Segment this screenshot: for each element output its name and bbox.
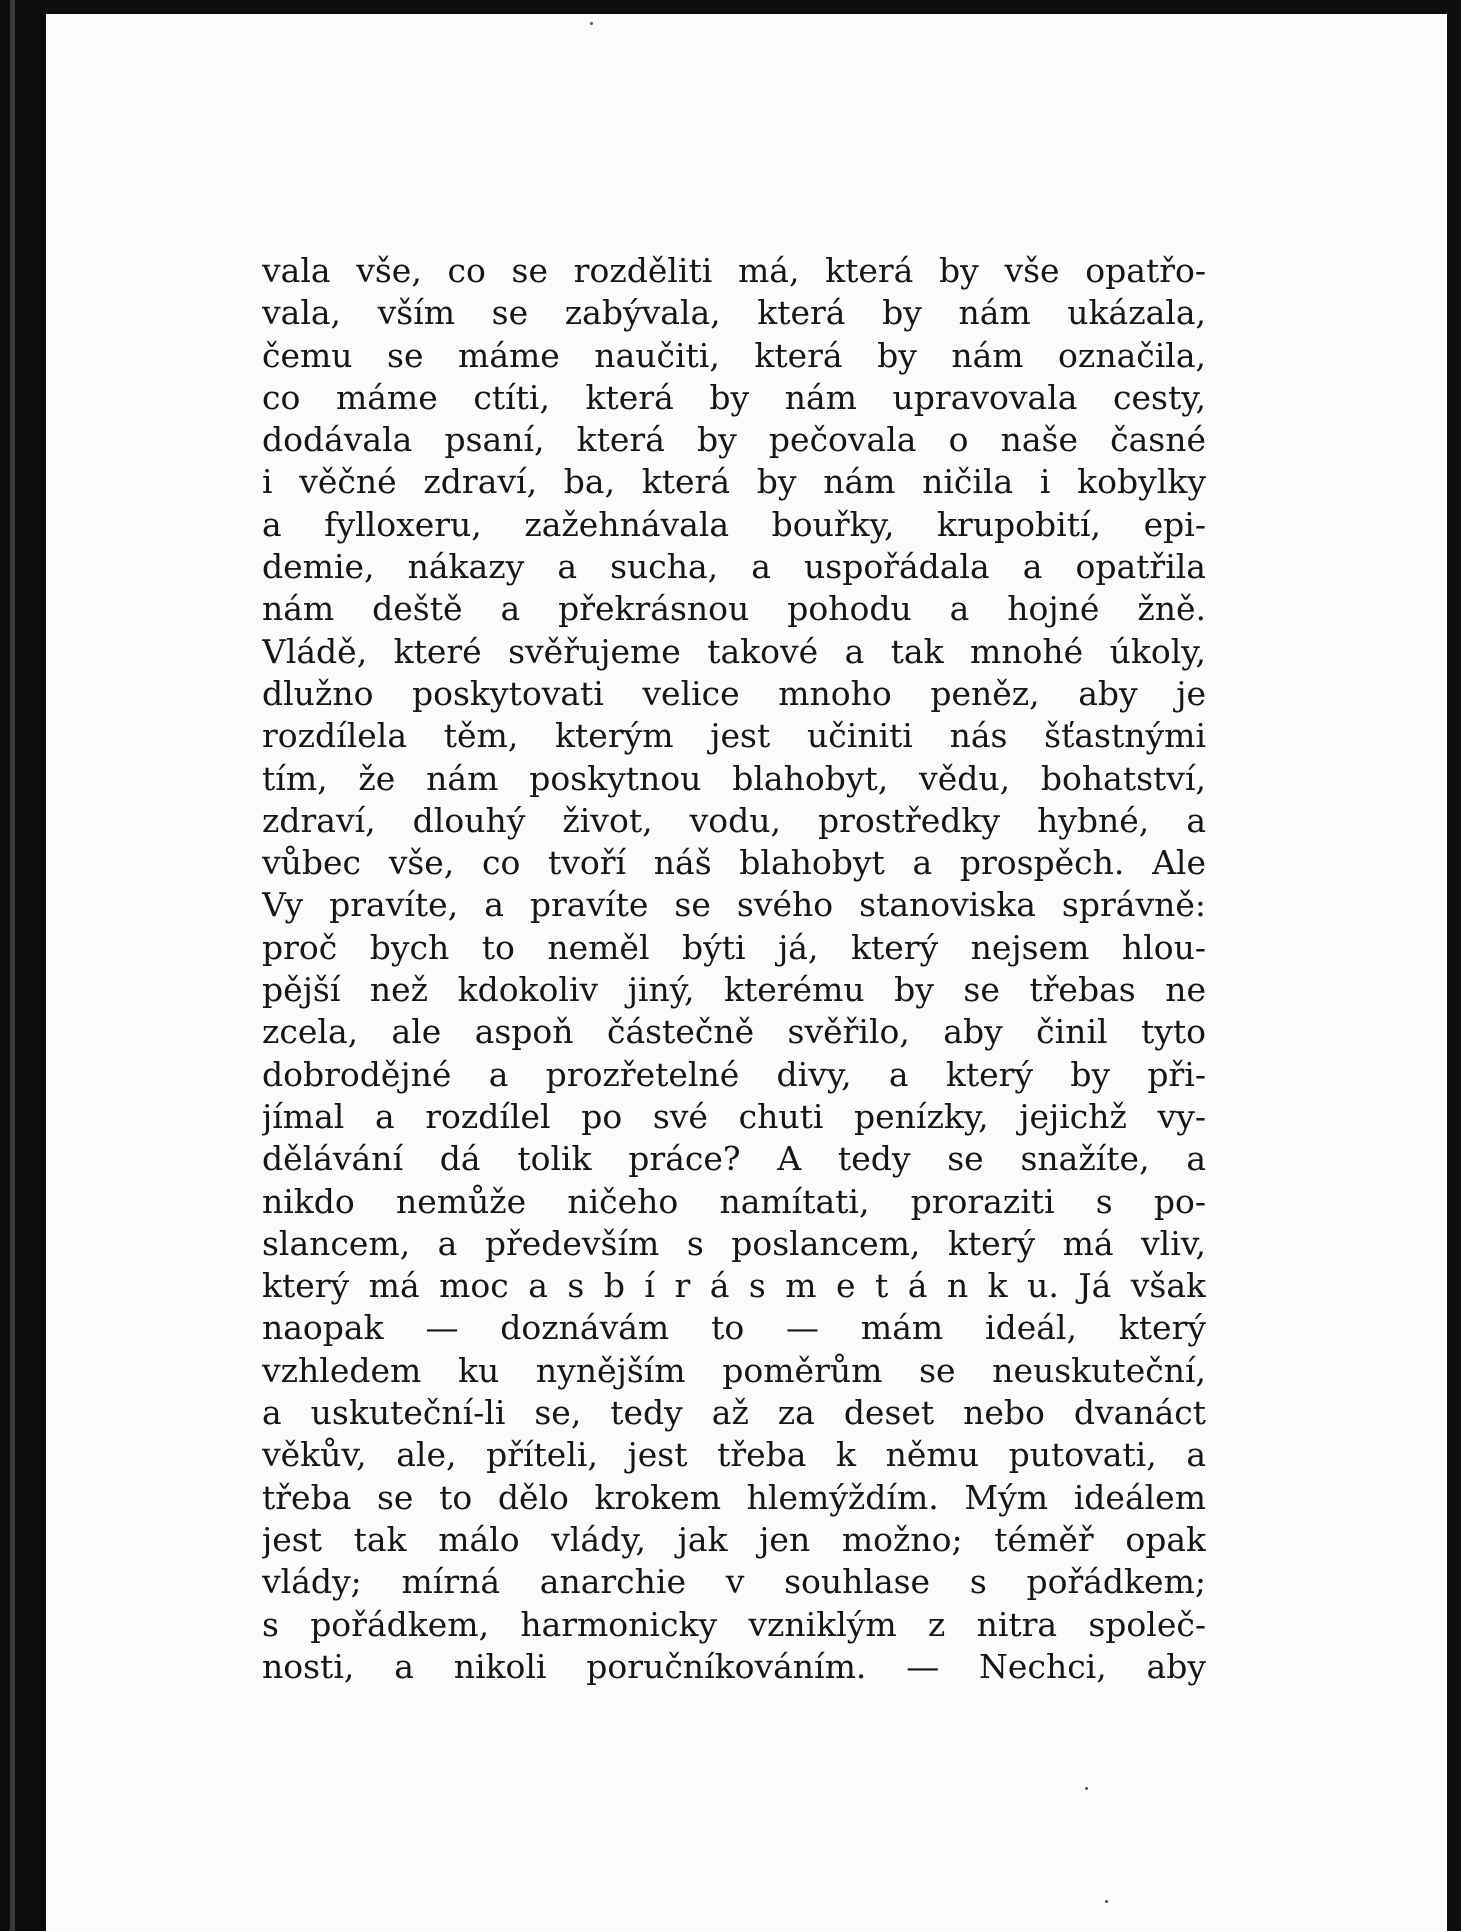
text-line: tím, že nám poskytnou blahobyt, vědu, bohatství, — [262, 758, 1206, 798]
scan-speck — [590, 22, 593, 25]
text-line: dlužno poskytovati velice mnoho peněz, aby je — [262, 673, 1206, 713]
text-line: nikdo nemůže ničeho namítati, proraziti s po- — [262, 1181, 1206, 1221]
text-line: vala, vším se zabývala, která by nám ukázala, — [262, 293, 1206, 333]
text-line: a fylloxeru, zažehnávala bouřky, krupobití, epi- — [262, 504, 1206, 544]
text-line: nosti, a nikoli poručníkováním. — Nechci, aby — [262, 1646, 1206, 1686]
text-line: proč bych to neměl býti já, který nejsem hlou- — [262, 927, 1206, 967]
text-line: i věčné zdraví, ba, která by nám ničila i kobylky — [262, 462, 1206, 502]
text-line: věkův, ale, příteli, jest třeba k němu putovati, a — [262, 1435, 1206, 1475]
text-line: Vy pravíte, a pravíte se svého stanoviska správně: — [262, 885, 1206, 925]
text-line: co máme ctíti, která by nám upravovala cesty, — [262, 377, 1206, 417]
text-line: zdraví, dlouhý život, vodu, prostředky hybné, a — [262, 800, 1206, 840]
scan-left-border — [0, 0, 46, 1931]
scan-top-border — [0, 0, 1461, 14]
text-line: jest tak málo vlády, jak jen možno; téměř opak — [262, 1519, 1206, 1559]
text-line: zcela, ale aspoň částečně svěřilo, aby činil tyto — [262, 1012, 1206, 1052]
text-line: jímal a rozdílel po své chuti penízky, jejichž vy- — [262, 1096, 1206, 1136]
text-line: vala vše, co se rozděliti má, která by vše opatřo- — [262, 251, 1206, 290]
text-line: dělávání dá tolik práce? A tedy se snažíte, a — [262, 1139, 1206, 1179]
text-line: s pořádkem, harmonicky vzniklým z nitra společ- — [262, 1604, 1206, 1644]
text-line: demie, nákazy a sucha, a uspořádala a opatřila — [262, 547, 1206, 587]
text-line: dodávala psaní, která by pečovala o naše časné — [262, 420, 1206, 460]
text-line: Vládě, které svěřujeme takové a tak mnohé úkoly, — [262, 631, 1206, 671]
text-line: naopak — doznávám to — mám ideál, který — [262, 1308, 1206, 1348]
scan-right-border — [1447, 0, 1461, 1931]
text-line: nám deště a překrásnou pohodu a hojné žně. — [262, 589, 1206, 629]
text-line: rozdílela těm, kterým jest učiniti nás šťastnými — [262, 716, 1206, 756]
text-line: slancem, a především s poslancem, který má vliv, — [262, 1223, 1206, 1263]
page-body-text — [262, 250, 1206, 1688]
scan-speck — [1105, 1900, 1108, 1903]
text-line: čemu se máme naučiti, která by nám označila, — [262, 335, 1206, 375]
text-line: dobrodějné a prozřetelné divy, a který by při- — [262, 1054, 1206, 1094]
text-line: vlády; mírná anarchie v souhlase s pořádkem; — [262, 1562, 1206, 1602]
scan-speck — [1085, 1787, 1088, 1790]
text-line: a uskuteční-li se, tedy až za deset nebo dvanáct — [262, 1393, 1206, 1433]
text-line: pější než kdokoliv jiný, kterému by se třebas ne — [262, 970, 1206, 1010]
text-line: třeba se to dělo krokem hlemýždím. Mým ideálem — [262, 1477, 1206, 1517]
text-line: vůbec vše, co tvoří náš blahobyt a prospěch. Ale — [262, 843, 1206, 883]
text-line: který má moc a s b í r á s m e t á n k u. Já však — [262, 1266, 1206, 1306]
scan-left-border-stripe — [10, 0, 15, 1931]
text-line: vzhledem ku nynějším poměrům se neuskuteční, — [262, 1350, 1206, 1390]
